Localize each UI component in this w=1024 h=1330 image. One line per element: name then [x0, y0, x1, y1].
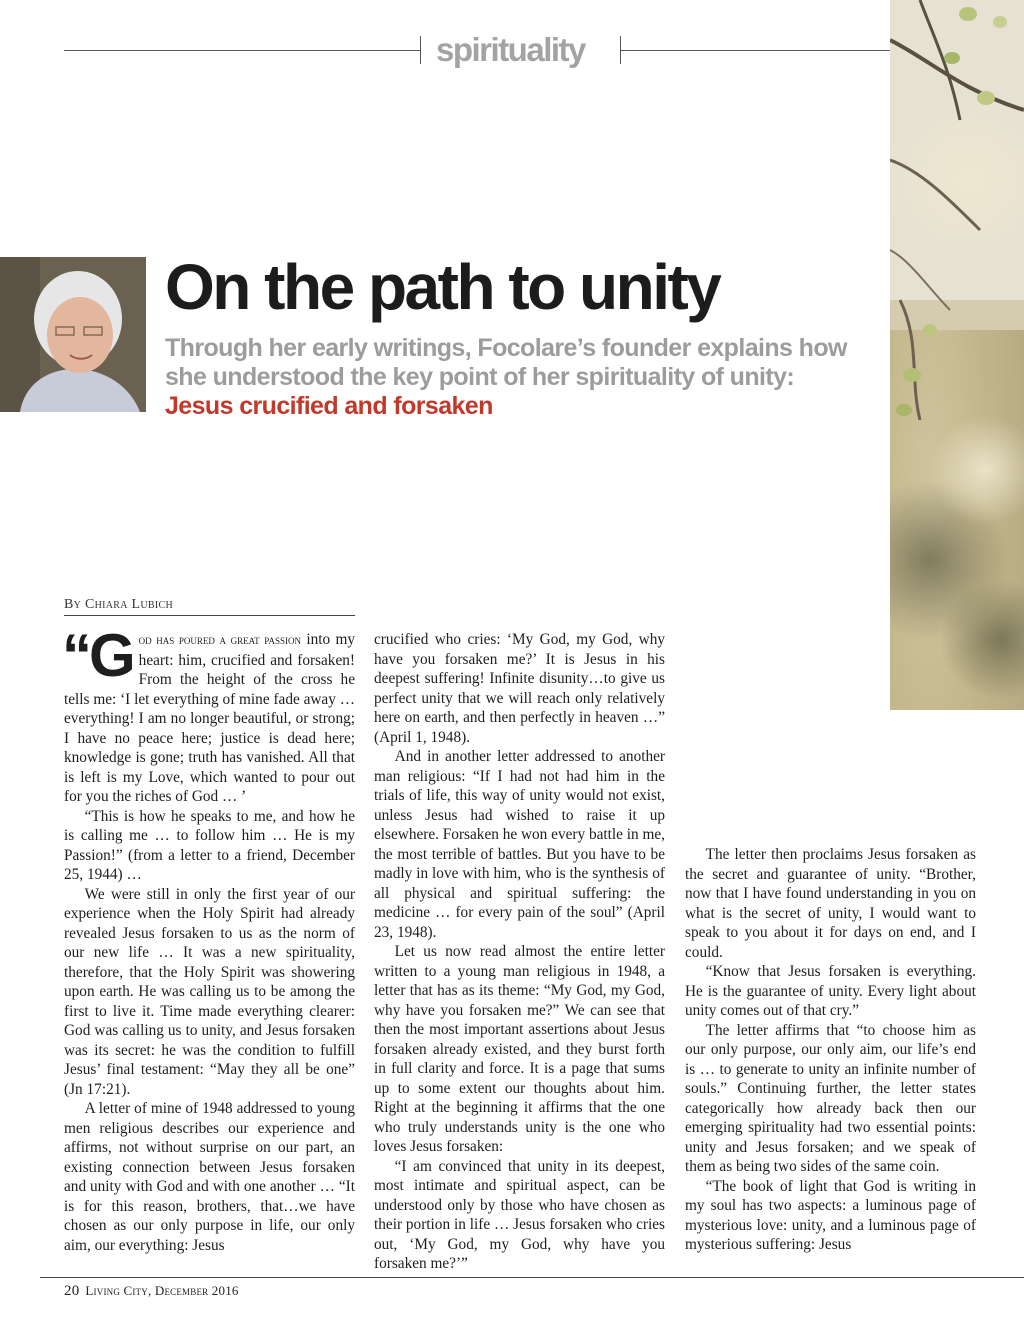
- body-column-1: [62, 622, 355, 1255]
- paragraph: A letter of mine of 1948 addressed to young men religious describes our experience and affirms, not without surprise on our part, an existing connection between Jesus forsaken and unity with God and with one another … “It is for this reason, brothers, that…we have chosen as our only purpose in life, our only aim, our everything: Jesus: [64, 1100, 355, 1254]
- paragraph: “Know that Jesus forsaken is everything. He is the guarantee of unity. Every light about unity comes out of that cry.”: [685, 963, 976, 1019]
- body-column-2: [374, 630, 665, 1274]
- paragraph: crucified who cries: ‘My God, my God, why have you forsaken me?’ It is Jesus in his deepest suffering! Infinite disunity…to give us perfect unity that we will reach only relatively here on earth, and then perfectly in heaven …” (April 1, 1948).: [374, 631, 665, 746]
- header-rule-left: [64, 50, 420, 51]
- paragraph: [62, 622, 355, 807]
- byline: By Chiara Lubich: [64, 597, 174, 612]
- paragraph: The letter affirms that “to choose him as our only purpose, our only aim, our life’s end is … to generate to unity an infinite number of souls.” Continuing further, the letter states categorically how already back then our emerging spirituality had two essential points: unity and Jesus forsaken; and we speak of them as being two sides of the same coin.: [685, 1021, 976, 1175]
- header-rule-right: [621, 50, 890, 51]
- opening-small-caps: od has poured a great passion: [138, 633, 301, 647]
- article-title: On the path to unity: [165, 251, 720, 323]
- paragraph: The letter then proclaims Jesus forsaken as the secret and guarantee of unity. “Brother, now that I have found understanding in you on what is the secret of unity, I would want to speak to you about it for days on end, and I could.: [685, 846, 976, 961]
- page-number: 20: [64, 1283, 80, 1299]
- page-footer: [64, 1283, 239, 1300]
- paragraph: “I am convinced that unity in its deepest, most intimate and spiritual aspect, can be understood only by those who have chosen as their portion in life … Jesus forsaken who cries out, ‘My God, my God, why have you forsaken me?’”: [374, 1157, 665, 1272]
- paragraph: “This is how he speaks to me, and how he is calling me … to follow him … He is my Passion!” (from a letter to a friend, December 25, 1944) …: [64, 807, 355, 883]
- subtitle-text: Through her early writings, Focolare’s founder explains how she understood the key point of her spirituality of unity:: [165, 334, 847, 391]
- author-portrait: [0, 257, 146, 412]
- branch-blossom-photo: [890, 0, 1024, 710]
- body-column-3: [685, 845, 976, 1255]
- paragraph: We were still in only the first year of our experience when the Holy Spirit had already revealed Jesus forsaken to us as the norm of our new life … It was a new spirituality, therefore, that the Holy Spirit was showering upon earth. He was calling us to be among the first to live it. Time made everything clearer: God was calling us to unity, and Jesus forsaken was its secret: he was the condition to fulfill Jesus’ final testament: “May they all be one” (Jn 17:21).: [64, 885, 355, 1098]
- drop-cap: “G: [62, 622, 133, 689]
- header-tick-left: [420, 36, 421, 64]
- footer-rule: [40, 1277, 1024, 1278]
- paragraph: “The book of light that God is writing in my soul has two aspects: a luminous page of mysterious love: unity, and a luminous page of mysterious suffering: Jesus: [685, 1177, 976, 1253]
- publication-line: Living City, December 2016: [85, 1283, 239, 1298]
- section-label: spirituality: [436, 31, 585, 68]
- paragraph: And in another letter addressed to another man religious: “If I had not had him in the trials of life, this way of unity would not exist, unless Jesus had wished to raise it up elsewhere. Forsaken he won every battle in me, the most terrible of battles. But you have to be madly in love with him, who is the synthesis of all physical and spiritual suffering: the medicine … for every pain of the soul” (April 23, 1948).: [374, 748, 665, 941]
- article-subtitle: [165, 334, 865, 421]
- paragraph: Let us now read almost the entire letter written to a young man religious in 1948, a letter that has as its theme: “My God, my God, why have you forsaken me?” We can see that then the most important assertions about Jesus forsaken already existed, and they burst forth in full clarity and force. It is a page that sums up to some extent our thoughts about him. Right at the beginning it affirms that the one who truly understands unity is the one who loves Jesus forsaken:: [374, 943, 665, 1155]
- subtitle-highlight: Jesus crucified and forsaken: [165, 392, 493, 420]
- byline-rule: [64, 615, 355, 616]
- paragraph-text: into my heart: him, crucified and forsaken! From the height of the cross he tells me: ‘I let everything of mine fade away … everything! I am no longer beautiful, or strong; I have no peace here; justice is dead here; knowledge is gone; truth has vanished. All that is left is my Love, which wanted to pour out for you the riches of God … ’: [64, 631, 355, 805]
